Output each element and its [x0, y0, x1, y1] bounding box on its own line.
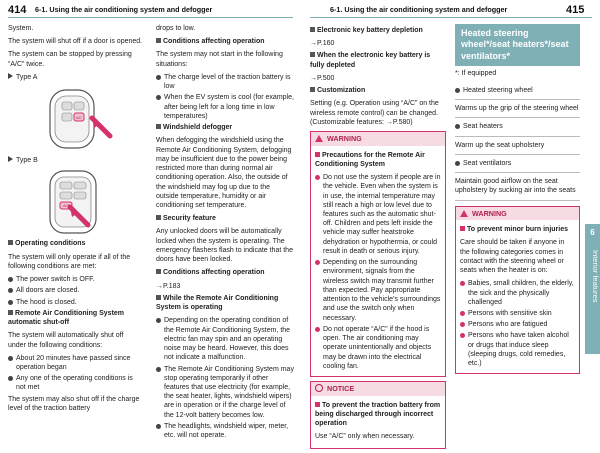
security-feature-text: Any unlocked doors will be automatically locked when the system is operating. The emergency flashers flash to indicate that the doors have been locked. — [156, 228, 293, 264]
list-item: The hood is closed. — [8, 298, 143, 307]
type-a-label: Type A — [8, 73, 143, 82]
conditions-heading: Conditions affecting operation — [156, 37, 294, 46]
list-item: Any one of the operating conditions is not met — [8, 374, 143, 392]
feature-desc: Maintain good airflow on the seat upholstery by sucking air into the seats — [455, 173, 580, 200]
section-title: Heated steering wheel*/seat heaters*/seat ventilators* — [455, 24, 580, 66]
door-shutoff-text: The system will shut off if a door is opened. — [8, 38, 143, 46]
page-header — [0, 0, 600, 18]
list-item: Do not use the system if people are in the vehicle. Even when the system is in use, the internal temperature may still reach a high or low level due to features such as the automatic shut-off. Children and pets left inside the vehicle may suffer heatstroke dehydration or hypothermia, or could result in death or serious injury. — [315, 173, 441, 256]
list-item: Persons with sensitive skin — [460, 309, 575, 318]
customization-heading: Customization — [310, 86, 446, 95]
warning-subheading: To prevent minor burn injuries — [460, 225, 575, 234]
chapter-label: Interior features — [591, 250, 600, 303]
column-3 — [310, 24, 446, 453]
list-item: The power switch is OFF. — [8, 275, 143, 284]
arrow-right-icon — [8, 156, 13, 162]
customization-text: Setting (e.g. Operation using “A/C” on the wireless remote control) can be changed. (Customizable features: →P.580) — [310, 100, 439, 126]
column-4 — [455, 24, 580, 378]
footnote: *: If equipped — [455, 69, 497, 77]
list-item: When the EV system is cool (for example, after being left for a long time in low temperatures) — [156, 93, 294, 121]
feature-desc: Warms up the grip of the steering wheel — [455, 100, 580, 118]
while-operating-heading: While the Remote Air Conditioning System is operating — [156, 294, 279, 312]
page-reference: →P.160 — [310, 40, 335, 48]
list-item: The Remote Air Conditioning System may stop operating temporarily if other features that use electricity (for example, the seat heater, lights, windshield wipers) are in operation or if the charge level of the 12-volt battery becomes low. — [156, 365, 294, 420]
notice-icon — [315, 384, 323, 392]
type-b-label: Type B — [8, 156, 143, 165]
list-item: The charge level of the traction battery is low — [156, 73, 294, 91]
key-illustration-type-b — [22, 167, 132, 235]
auto-shutoff-tail: The system may also shut off if the charge level of the traction battery — [8, 395, 140, 412]
auto-shutoff-heading: Remote Air Conditioning System automatic shut-off — [8, 309, 125, 327]
stop-text: The system can be stopped by pressing “A/C” twice. — [8, 51, 132, 68]
right-header-rule — [310, 17, 592, 18]
page-reference: →P.183 — [156, 282, 181, 290]
warning-icon — [315, 135, 323, 142]
feature-desc: Warm up the seat upholstery — [455, 137, 580, 155]
notice-subheading: To prevent the traction battery from being discharged through incorrect operation — [315, 401, 441, 427]
left-header-title: 6-1. Using the air conditioning system and defogger — [35, 5, 213, 14]
right-header-title: 6-1. Using the air conditioning system and defogger — [330, 5, 508, 14]
warning-header: WARNING — [456, 207, 579, 221]
list-item: About 20 minutes have passed since operation began — [8, 354, 143, 372]
notice-box — [310, 381, 446, 449]
svg-text:A/C: A/C — [76, 116, 82, 121]
feature-name: Seat heaters — [455, 118, 580, 136]
warning-box — [455, 206, 580, 375]
warning-box — [310, 131, 446, 377]
column-1 — [8, 24, 143, 417]
conditions-text: The system may not start in the following situations: — [156, 51, 283, 68]
operating-conditions-text: The system will only operate if all of the following conditions are met: — [8, 253, 131, 270]
left-header-rule — [8, 17, 293, 18]
auto-shutoff-text: The system will automatically shut off under the following conditions: — [8, 332, 124, 349]
svg-text:A/C: A/C — [63, 204, 69, 209]
arrow-right-icon — [8, 73, 13, 79]
warning-subheading: Precautions for the Remote Air Conditioning System — [315, 151, 425, 168]
list-item: Persons who are fatigued — [460, 320, 575, 329]
column-2 — [156, 24, 294, 442]
security-feature-heading: Security feature — [156, 214, 294, 223]
battery-depletion-heading: Electronic key battery depletion — [310, 26, 446, 35]
list-item: Persons who have taken alcohol or drugs that induce sleep (sleeping drugs, cold remedies, etc.) — [460, 331, 575, 368]
conditions2-heading: Conditions affecting operation — [156, 268, 294, 277]
notice-text: Use “A/C” only when necessary. — [315, 433, 415, 441]
warning-text: Care should be taken if anyone in the following categories comes in contact with the steering wheel or seats when the heater is on: — [460, 239, 565, 275]
feature-name: Seat ventilators — [455, 155, 580, 173]
list-item: Babies, small children, the elderly, the sick and the physically challenged — [460, 279, 575, 307]
left-page-number: 414 — [8, 4, 27, 16]
continued-text: drops to low. — [156, 25, 196, 32]
chapter-number: 6 — [590, 228, 595, 237]
operating-conditions-heading: Operating conditions — [8, 239, 143, 248]
warning-header: WARNING — [311, 132, 445, 146]
list-item: The headlights, windshield wiper, meter, etc. will not operate. — [156, 422, 294, 440]
windshield-defogger-heading: Windshield defogger — [156, 123, 294, 132]
system-lead: System. — [8, 25, 34, 32]
notice-header: NOTICE — [311, 382, 445, 396]
list-item: Depending on the surrounding environment, signals from the wireless switch may transmit further than expected. Pay appropriate attention to the vehicle’s surroundings and use the switch only when necessary. — [315, 258, 441, 323]
right-page-number: 415 — [566, 4, 585, 16]
windshield-defogger-text: When defogging the windshield using the Remote Air Conditioning System, defogging may be insufficient due to the power being restricted more than during normal air conditioning operation. Also, the outside of the windshield may fog up due to the outside temperature, humidity or air conditioning set temperature. — [156, 137, 292, 209]
fully-depleted-heading: When the electronic key battery is fully depleted — [310, 52, 431, 69]
list-item: Depending on the operating condition of the Remote Air Conditioning System, the electric fan may spin and an operating noise may be heard. However, this does not indicate a malfunction. — [156, 316, 294, 362]
list-item: Do not operate “A/C” if the hood is open. The air conditioning may operate unintentionally and objects may be drawn into the electrical cooling fan. — [315, 325, 441, 371]
warning-icon — [460, 210, 468, 217]
key-illustration-type-a — [22, 84, 132, 152]
page-reference: →P.500 — [310, 74, 335, 82]
feature-name: Heated steering wheel — [455, 82, 580, 100]
list-item: All doors are closed. — [8, 286, 143, 295]
